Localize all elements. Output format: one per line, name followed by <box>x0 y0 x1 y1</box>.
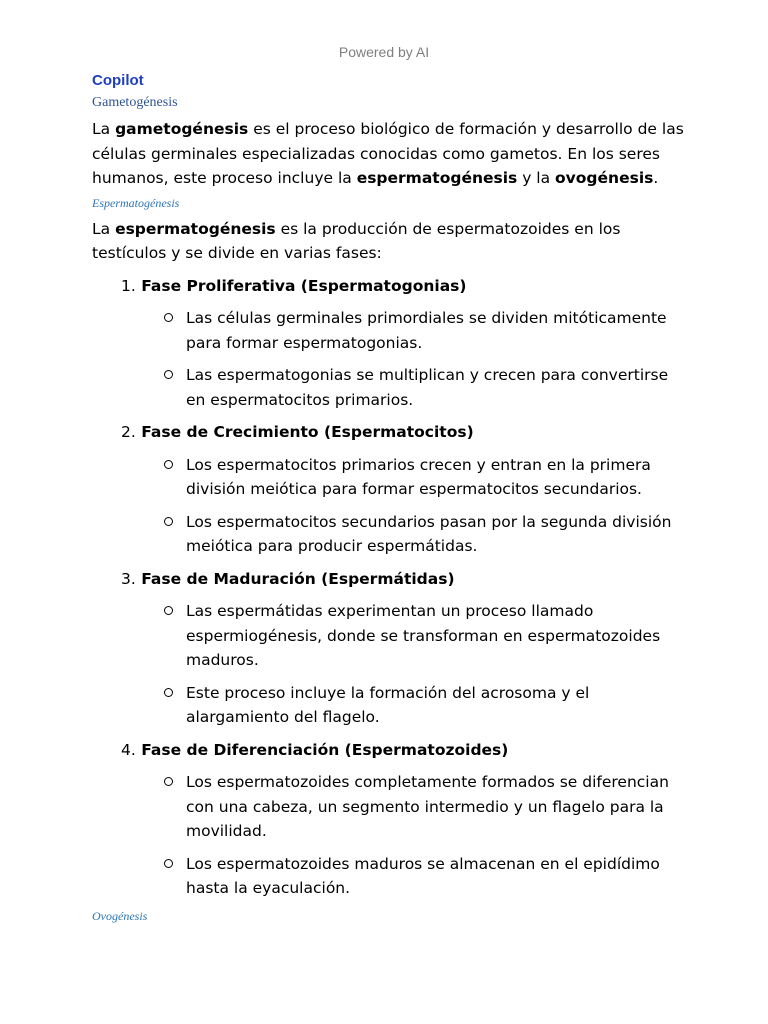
list-item <box>92 852 686 901</box>
circle-bullet-icon <box>164 688 173 697</box>
circle-bullet-icon <box>164 370 173 379</box>
intro-text-2: es el proceso biológico de formación y desarrollo de las células germinales especializadas conocidas como gametos. En los seres humanos, este proceso incluye la <box>92 120 684 187</box>
bullet-text: Las células germinales primordiales se dividen mitóticamente para formar espermatogonias. <box>186 309 667 352</box>
phase-title <box>121 567 686 592</box>
phase-title <box>121 738 686 763</box>
list-item <box>92 453 686 502</box>
list-item <box>92 599 686 673</box>
phase-item <box>92 274 686 413</box>
phase-bullets <box>92 599 686 730</box>
phase-bullets <box>92 770 686 901</box>
brand-title: Copilot <box>92 72 144 89</box>
heading-ovogenesis: Ovogénesis <box>92 908 148 923</box>
intro-text-3: y la <box>517 169 556 187</box>
phase-title-text: Fase de Maduración (Espermátidas) <box>141 569 455 588</box>
list-item <box>92 770 686 844</box>
heading-espermatogenesis: Espermatogénesis <box>92 195 180 210</box>
phase-title-text: Fase Proliferativa (Espermatogonias) <box>141 276 467 295</box>
intro-paragraph <box>92 117 686 191</box>
sperm-intro-paragraph <box>92 217 686 266</box>
intro-bold-1: gametogénesis <box>115 120 249 138</box>
document-content <box>92 72 686 930</box>
phase-item <box>92 567 686 730</box>
sperm-intro-text-2: es la producción de espermatozoides en los testículos y se divide en varias fases: <box>92 219 621 262</box>
phase-item <box>92 738 686 901</box>
bullet-text: Los espermatocitos primarios crecen y entran en la primera división meiótica para formar espermatocitos secundarios. <box>186 455 651 498</box>
phase-bullets <box>92 306 686 412</box>
phase-number: 4. <box>121 740 136 759</box>
bullet-text: Este proceso incluye la formación del acrosoma y el alargamiento del flagelo. <box>186 683 590 726</box>
phase-bullets <box>92 453 686 559</box>
circle-bullet-icon <box>164 517 173 526</box>
intro-bold-3: ovogénesis <box>555 169 654 187</box>
bullet-text: Los espermatocitos secundarios pasan por la segunda división meiótica para producir espermátidas. <box>186 512 672 555</box>
phase-number: 1. <box>121 276 136 295</box>
intro-text-1: La <box>92 120 116 138</box>
list-item <box>92 510 686 559</box>
phase-title <box>121 274 686 299</box>
bullet-text: Las espermátidas experimentan un proceso llamado espermiogénesis, donde se transforman en espermatozoides maduros. <box>186 602 661 669</box>
circle-bullet-icon <box>164 313 173 322</box>
circle-bullet-icon <box>164 606 173 615</box>
bullet-text: Los espermatozoides completamente formados se diferencian con una cabeza, un segmento intermedio y un flagelo para la movilidad. <box>186 773 669 840</box>
powered-by-label: Powered by AI <box>338 44 430 60</box>
phases-list <box>92 274 686 901</box>
sperm-intro-text-1: La <box>92 219 116 238</box>
list-item <box>92 681 686 730</box>
circle-bullet-icon <box>164 777 173 786</box>
intro-bold-2: espermatogénesis <box>356 169 518 187</box>
heading-gametogenesis: Gametogénesis <box>92 95 178 110</box>
intro-text-4: . <box>653 169 659 187</box>
phase-title-text: Fase de Diferenciación (Espermatozoides) <box>141 740 509 759</box>
sperm-intro-bold: espermatogénesis <box>115 219 276 238</box>
bullet-text: Los espermatozoides maduros se almacenan en el epidídimo hasta la eyaculación. <box>186 854 660 897</box>
bullet-text: Las espermatogonias se multiplican y crecen para convertirse en espermatocitos primarios. <box>186 366 669 409</box>
circle-bullet-icon <box>164 460 173 469</box>
list-item <box>92 363 686 412</box>
phase-number: 3. <box>121 569 136 588</box>
phase-title-text: Fase de Crecimiento (Espermatocitos) <box>141 423 474 441</box>
phase-item <box>92 420 686 559</box>
circle-bullet-icon <box>164 859 173 868</box>
phase-number: 2. <box>121 423 136 441</box>
list-item <box>92 306 686 355</box>
phase-title <box>121 420 686 445</box>
